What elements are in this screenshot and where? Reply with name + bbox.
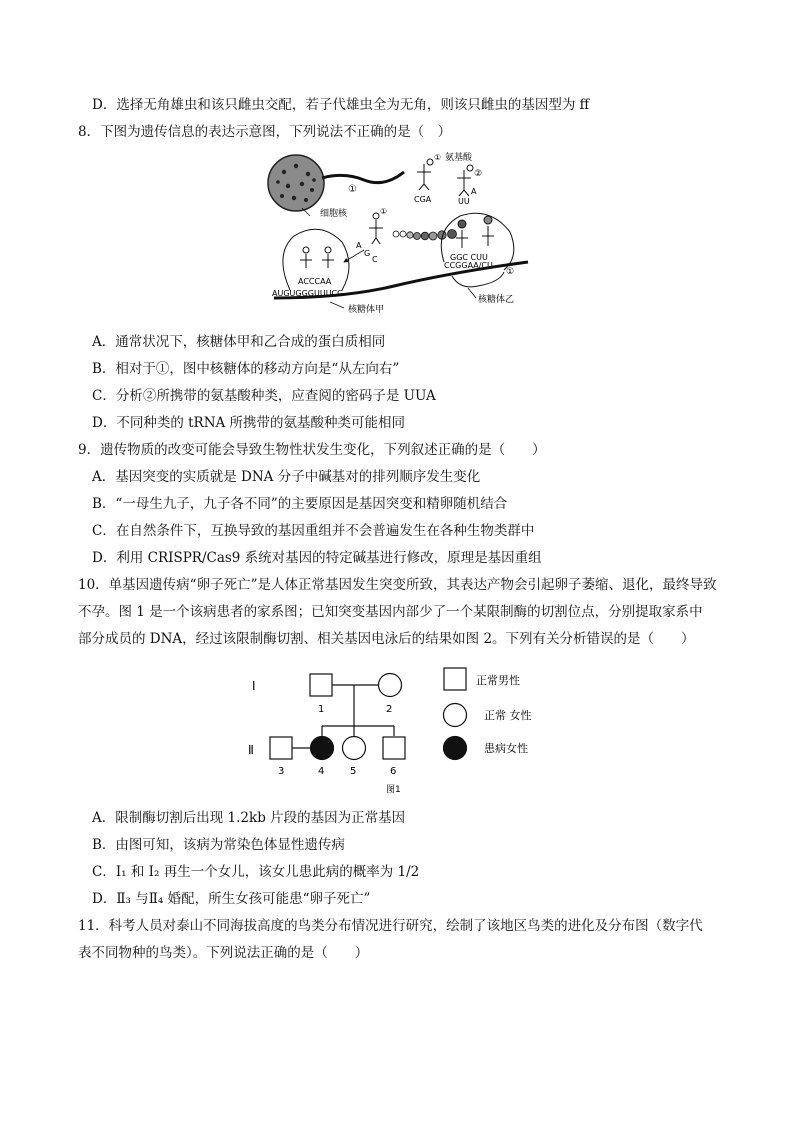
pedigree-num-2: 2 <box>386 704 393 715</box>
q10-option-d: D．Ⅱ₃ 与Ⅱ₄ 婚配，所生女孩可能患“卵子死亡” <box>92 891 371 907</box>
q11-stem-line-2: 表不同物种的鸟类）。下列说法正确的是（ ） <box>78 945 369 961</box>
left-trna-seq: ACCCAA <box>298 277 332 286</box>
pedigree-num-3: 3 <box>278 766 285 777</box>
q10-stem-line-1: 10．单基因遗传病“卵子死亡”是人体正常基因发生突变所致，其表达产物会引起卵子萎缩、退化，最终导致 <box>78 577 717 593</box>
anticodon-top2: UU <box>458 197 470 206</box>
generation-2-label: Ⅱ <box>248 743 254 757</box>
q8-option-b: B．相对于①，图中核糖体的移动方向是“从左向右” <box>92 361 400 377</box>
ribosome-b-label: 核糖体乙 <box>478 295 515 305</box>
q10-stem-line-2: 不孕。图 1 是一个该病患者的家系图；已知突变基因内部少了一个某限制酶的切割位点，分别提取家系中 <box>78 604 703 620</box>
q11-stem-line-1: 11．科考人员对泰山不同海拔高度的鸟类分布情况进行研究，绘制了该地区鸟类的进化及分布图（数字代 <box>78 918 703 934</box>
pedigree-ii3 <box>270 737 292 759</box>
nucleus-label: 细胞核 <box>320 209 348 219</box>
pedigree-ii6 <box>383 737 405 759</box>
amino-acid-label: 氨基酸 <box>445 153 473 163</box>
pedigree-i1 <box>310 674 332 696</box>
marker-1-mid: ① <box>380 207 388 216</box>
pedigree-num-6: 6 <box>390 766 397 777</box>
q10-stem-line-3: 部分成员的 DNA，经过该限制酶切割、相关基因电泳后的结果如图 2。下列有关分析错误的是（ ） <box>78 631 695 647</box>
anticodon-top2-a: A <box>471 187 477 196</box>
marker-1-top: ① <box>348 184 357 195</box>
legend-normal-female-symbol <box>444 704 467 727</box>
pedigree-ii4 <box>311 737 334 760</box>
amino-acid-marker: ① <box>434 153 442 162</box>
q9-option-c: C．在自然条件下，互换导致的基因重组并不会普遍发生在各种生物类群中 <box>92 523 535 539</box>
q9-stem: 9．遗传物质的改变可能会导致生物性状发生变化，下列叙述正确的是（ ） <box>78 442 546 458</box>
nucleus-shape <box>268 155 324 211</box>
right-trna-seq: GGC CUU <box>450 253 488 262</box>
pedigree-caption: 图1 <box>386 785 401 795</box>
q8-option-d: D．不同种类的 tRNA 所携带的氨基酸种类可能相同 <box>92 415 406 431</box>
pedigree-num-1: 1 <box>318 704 325 715</box>
legend-affected-female: 患病女性 <box>484 742 528 755</box>
mrna-right: CCGGAA/CU <box>444 261 493 270</box>
pedigree-num-5: 5 <box>350 766 357 777</box>
q8-option-a: A．通常状况下，核糖体甲和乙合成的蛋白质相同 <box>92 334 386 350</box>
pedigree-num-4: 4 <box>318 766 325 777</box>
legend-normal-male-symbol <box>444 668 466 690</box>
marker-1-bottom: ① <box>506 267 515 277</box>
marker-2: ② <box>474 169 483 179</box>
gene-expression-figure <box>264 150 534 318</box>
pedigree-ii5 <box>343 737 366 760</box>
legend-normal-male: 正常男性 <box>476 674 520 687</box>
generation-1-label: Ⅰ <box>252 679 256 693</box>
pedigree-figure <box>244 664 564 800</box>
mrna-left: AUGUGGGUUUCG <box>272 289 344 298</box>
pedigree-i2 <box>379 674 402 697</box>
q8-stem: 8．下图为遗传信息的表达示意图，下列说法不正确的是（ ） <box>78 124 452 140</box>
q8-option-c: C．分析②所携带的氨基酸种类，应查阅的密码子是 UUA <box>92 388 436 404</box>
q9-option-a: A．基因突变的实质就是 DNA 分子中碱基对的排列顺序发生变化 <box>92 469 481 485</box>
legend-affected-female-symbol <box>444 737 467 760</box>
anticodon-top: CGA <box>414 195 432 204</box>
legend-normal-female: 正常 女性 <box>484 709 532 722</box>
q10-option-b: B．由图可知，该病为常染色体显性遗传病 <box>92 837 345 853</box>
anticodon-mid-c: C <box>372 255 378 264</box>
q10-option-a: A．限制酶切割后出现 1.2kb 片段的基因为正常基因 <box>92 810 406 826</box>
q10-option-c: C．I₁ 和 I₂ 再生一个女儿，该女儿患此病的概率为 1/2 <box>92 864 420 880</box>
anticodon-mid-a: A <box>356 241 362 250</box>
q9-option-d: D．利用 CRISPR/Cas9 系统对基因的特定碱基进行修改，原理是基因重组 <box>92 550 542 566</box>
anticodon-mid-g: G <box>364 249 371 258</box>
q9-option-b: B．“一母生九子，九子各不同”的主要原因是基因突变和精卵随机结合 <box>92 496 508 512</box>
q7-option-d: D．选择无角雄虫和该只雌虫交配，若子代雄虫全为无角，则该只雌虫的基因型为 ff <box>92 97 590 113</box>
ribosome-a-label: 核糖体甲 <box>348 305 385 315</box>
